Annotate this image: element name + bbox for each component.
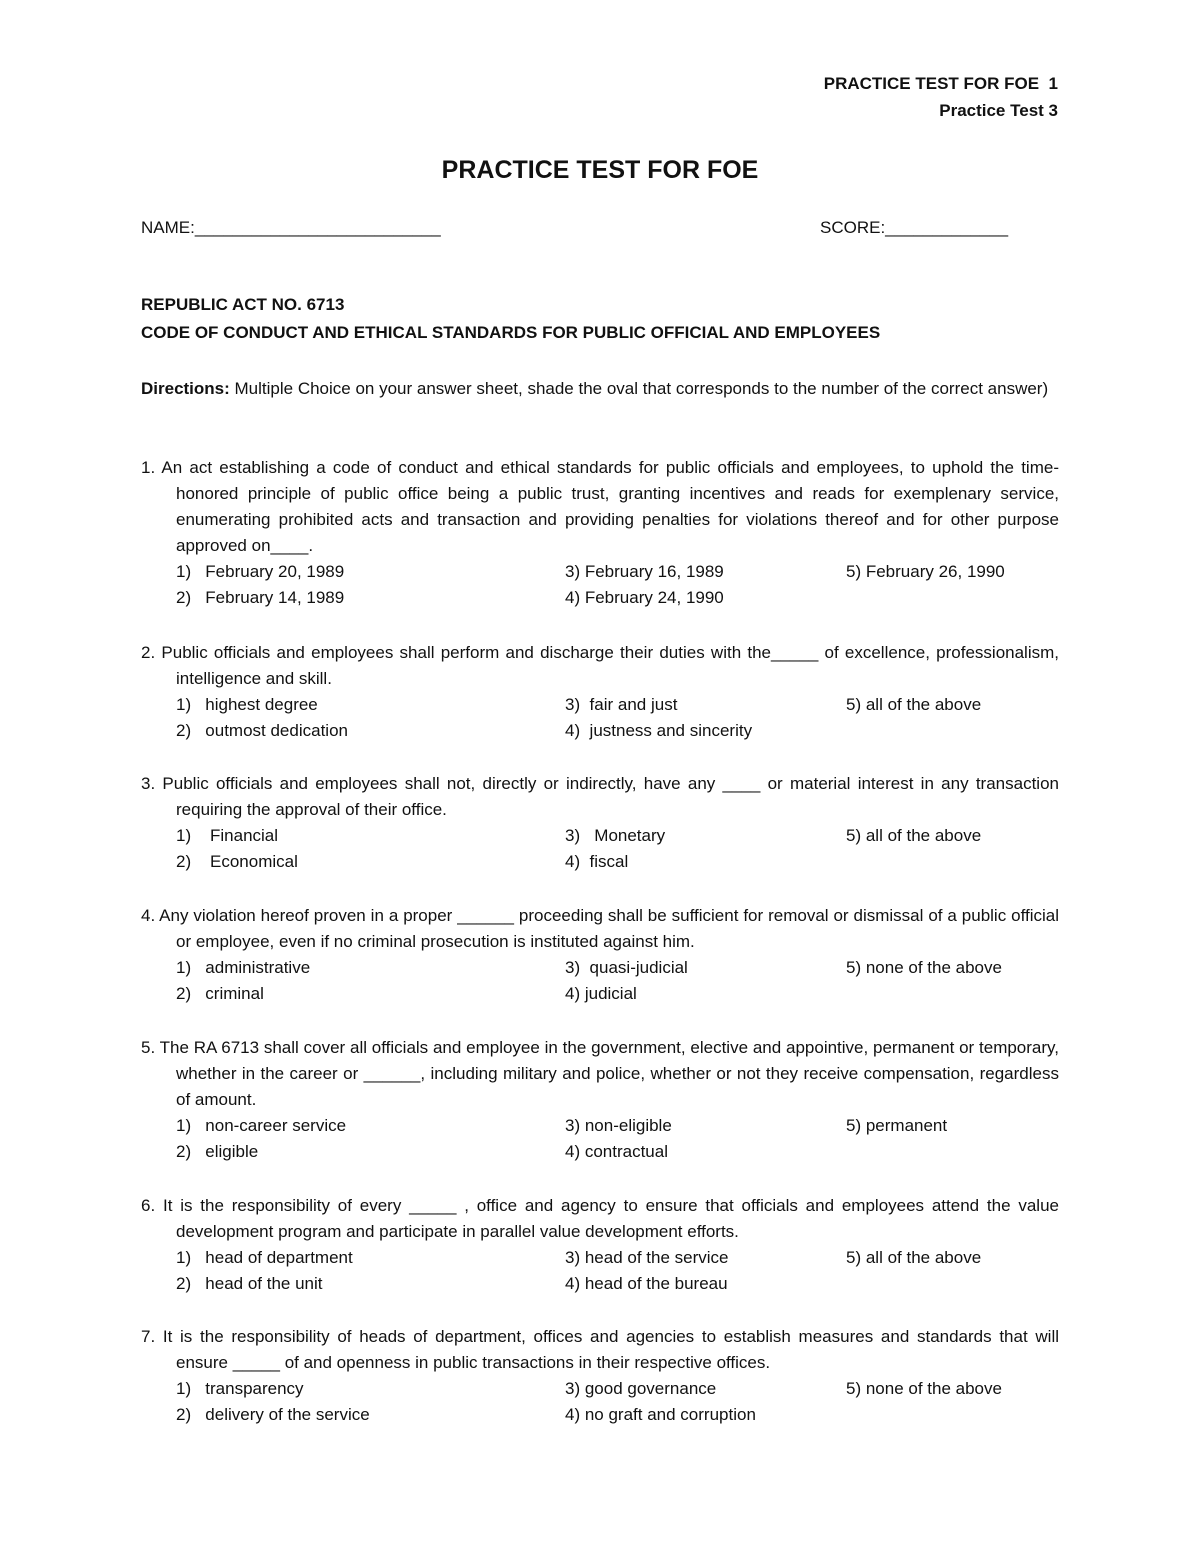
question-options	[141, 823, 1059, 876]
question-options	[141, 692, 1059, 745]
option: 2) outmost dedication	[176, 721, 348, 740]
question-options	[141, 955, 1059, 1008]
directions	[141, 374, 1059, 404]
option: 1) non-career service	[176, 1116, 347, 1135]
question-options	[141, 559, 1059, 612]
option: 4) no graft and corruption	[565, 1405, 756, 1424]
directions-text: Multiple Choice on your answer sheet, shade the oval that corresponds to the number of the correct answer)	[229, 379, 1049, 398]
question-stem: 6. It is the responsibility of every _____ , office and agency to ensure that officials and employees attend the value development program and participate in parallel value development efforts.	[141, 1196, 1059, 1241]
score-field: SCORE:_____________	[820, 218, 1009, 237]
option: 5) all of the above	[846, 826, 982, 845]
option: 2) February 14, 1989	[176, 588, 345, 607]
option: 4) justness and sincerity	[565, 721, 753, 740]
option: 5) February 26, 1990	[846, 562, 1005, 581]
option: 5) none of the above	[846, 958, 1002, 977]
option: 4) February 24, 1990	[565, 588, 724, 607]
question-options	[141, 1245, 1059, 1298]
option: 5) none of the above	[846, 1379, 1002, 1398]
question-7	[141, 1324, 1059, 1429]
question-3	[141, 771, 1059, 876]
option: 1) highest degree	[176, 695, 318, 714]
option: 4) judicial	[565, 984, 637, 1003]
option: 1) transparency	[176, 1379, 304, 1398]
option: 5) all of the above	[846, 695, 982, 714]
option: 4) contractual	[565, 1142, 668, 1161]
option: 2) eligible	[176, 1142, 259, 1161]
question-stem: 3. Public officials and employees shall not, directly or indirectly, have any ____ or material interest in any transaction requiring the approval of their office.	[141, 774, 1059, 819]
option: 2) delivery of the service	[176, 1405, 370, 1424]
option: 1) head of department	[176, 1248, 353, 1267]
question-options	[141, 1376, 1059, 1429]
option: 4) fiscal	[565, 852, 629, 871]
option: 1) administrative	[176, 958, 311, 977]
option: 1) February 20, 1989	[176, 562, 345, 581]
option: 3) head of the service	[565, 1248, 729, 1267]
question-options	[141, 1113, 1059, 1166]
question-stem: 1. An act establishing a code of conduct and ethical standards for public officials and employees, to uphold the time-honored principle of public office being a public trust, granting incentives and reads for exemplenary service, enumerating prohibited acts and transaction and providing penalties for violations thereof and for other purpose approved on____.	[141, 458, 1059, 555]
name-field: NAME:__________________________	[141, 218, 441, 237]
question-stem: 7. It is the responsibility of heads of department, offices and agencies to establish measures and standards that will ensure _____ of and openness in public transactions in their respective offices.	[141, 1327, 1059, 1372]
option: 3) good governance	[565, 1379, 717, 1398]
option: 3) Monetary	[565, 826, 666, 845]
running-header: PRACTICE TEST FOR FOE 1	[823, 74, 1058, 93]
option: 3) non-eligible	[565, 1116, 672, 1135]
question-2	[141, 640, 1059, 745]
option: 4) head of the bureau	[565, 1274, 728, 1293]
header-subtitle: Practice Test 3	[939, 101, 1058, 120]
option: 1) Financial	[176, 826, 279, 845]
question-5	[141, 1035, 1059, 1166]
question-1	[141, 455, 1059, 612]
question-stem: 5. The RA 6713 shall cover all officials and employee in the government, elective and appointive, permanent or temporary, whether in the career or ______, including military and police, whether or not they receive compensation, regardless of amount.	[141, 1038, 1059, 1109]
option: 2) head of the unit	[176, 1274, 323, 1293]
question-stem: 2. Public officials and employees shall perform and discharge their duties with the_____ of excellence, professionalism, intelligence and skill.	[141, 643, 1059, 688]
option: 3) fair and just	[565, 695, 678, 714]
act-number: REPUBLIC ACT NO. 6713	[141, 295, 345, 314]
option: 3) February 16, 1989	[565, 562, 724, 581]
act-title: CODE OF CONDUCT AND ETHICAL STANDARDS FOR PUBLIC OFFICIAL AND EMPLOYEES	[141, 323, 881, 342]
question-stem: 4. Any violation hereof proven in a proper ______ proceeding shall be sufficient for removal or dismissal of a public official or employee, even if no criminal prosecution is instituted against him.	[141, 906, 1059, 951]
option: 2) criminal	[176, 984, 264, 1003]
option: 5) all of the above	[846, 1248, 982, 1267]
question-6	[141, 1193, 1059, 1298]
option: 5) permanent	[846, 1116, 948, 1135]
directions-label: Directions:	[141, 379, 230, 398]
page-title: PRACTICE TEST FOR FOE	[441, 156, 759, 184]
option: 3) quasi-judicial	[565, 958, 688, 977]
question-4	[141, 903, 1059, 1008]
option: 2) Economical	[176, 852, 298, 871]
